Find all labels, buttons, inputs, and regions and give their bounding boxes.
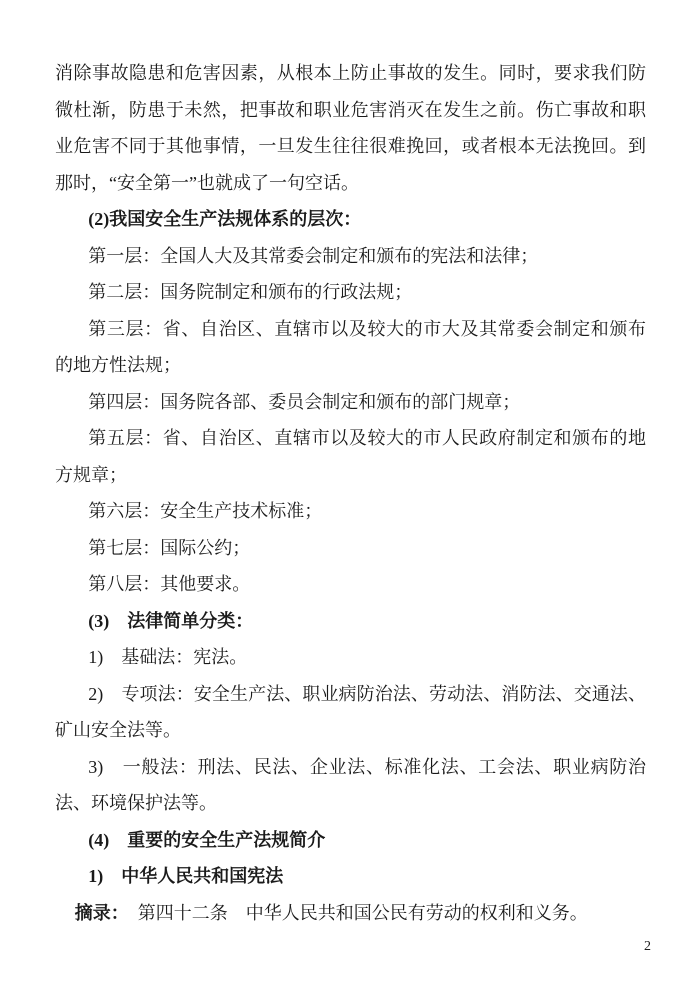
excerpt-text: 第四十二条 中华人民共和国公民有劳动的权利和义务。: [119, 902, 588, 923]
paragraph-general-law: 3) 一般法：刑法、民法、企业法、标准化法、工会法、职业病防治法、环境保护法等。: [55, 756, 646, 813]
excerpt-label: 摘录：: [74, 902, 120, 923]
paragraph-layer-4: 第四层：国务院各部、委员会制定和颁布的部门规章；: [88, 391, 521, 412]
heading-prc-constitution: 1) 中华人民共和国宪法: [88, 866, 284, 886]
paragraph-layer-1: 第一层：全国人大及其常委会制定和颁布的宪法和法律；: [88, 245, 539, 266]
paragraph-special-law: 2) 专项法：安全生产法、职业病防治法、劳动法、消防法、交通法、矿山安全法等。: [55, 683, 646, 740]
paragraph-basic-law: 1) 基础法：宪法。: [88, 647, 248, 667]
heading-4-important-regulations-intro: (4) 重要的安全生产法规简介: [88, 829, 326, 850]
paragraph-excerpt: [55, 895, 646, 932]
paragraph-layer-3: 第三层：省、自治区、直辖市以及较大的市大及其常委会制定和颁布的地方性法规；: [55, 318, 646, 375]
paragraph-layer-6: 第六层：安全生产技术标准；: [88, 501, 323, 521]
heading-2-law-system-levels: (2)我国安全生产法规体系的层次：: [88, 209, 362, 229]
heading-3-law-classification: (3) 法律简单分类：: [88, 610, 254, 631]
paragraph-layer-5: 第五层：省、自治区、直辖市以及较大的市人民政府制定和颁布的地方规章；: [55, 428, 646, 485]
paragraph-layer-7: 第七层：国际公约；: [88, 537, 251, 558]
paragraph-continuation-safety-first: 消除事故隐患和危害因素，从根本上防止事故的发生。同时，要求我们防微杜渐，防患于未然，把事故和职业危害消灭在发生之前。伤亡事故和职业危害不同于其他事情，一旦发生往往很难挽回，或者根本无法挽回。到那时，“安全第一”也就成了一句空话。: [55, 63, 646, 193]
paragraph-layer-8: 第八层：其他要求。: [88, 574, 251, 594]
paragraph-layer-2: 第二层：国务院制定和颁布的行政法规；: [88, 282, 413, 302]
page-number: 2: [644, 939, 651, 954]
